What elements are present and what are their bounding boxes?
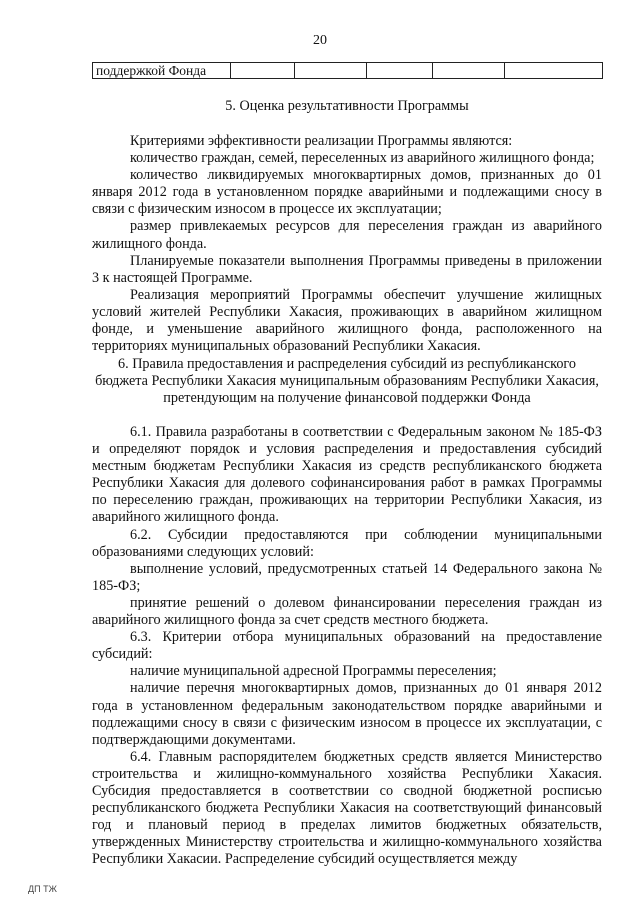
section-5-heading: 5. Оценка результативности Программы <box>225 98 469 114</box>
footer-mark: ДП ТЖ <box>28 884 57 894</box>
table-cell-label: поддержкой Фонда <box>93 63 231 79</box>
section-6-heading <box>92 356 602 407</box>
paragraph: принятие решений о долевом финансировании переселения граждан из аварийного жилищного фонда за счет средств местного бюджета. <box>92 594 602 629</box>
paragraph: наличие муниципальной адресной Программы переселения; <box>130 663 497 680</box>
paragraph: количество ликвидируемых многоквартирных домов, признанных до 01 января 2012 года в установленном порядке аварийными и подлежащими сносу в связи с физическим износом в процессе их эксплуатации; <box>92 167 602 218</box>
heading-line: 6. Правила предоставления и распределения субсидий из республиканского <box>118 356 576 372</box>
section-6-body <box>92 424 602 868</box>
paragraph: наличие перечня многоквартирных домов, признанных до 01 января 2012 года в установленном федеральным законодательством порядке аварийными и подлежащими сносу в связи с физическим износом в процессе их эксплуатации, с подтверждающими документами. <box>92 680 602 748</box>
paragraph: Критериями эффективности реализации Программы являются: <box>130 133 513 149</box>
paragraph: выполнение условий, предусмотренных статьей 14 Федерального закона № 185-ФЗ; <box>92 560 602 594</box>
paragraph: Реализация мероприятий Программы обеспечит улучшение жилищных условий жителей Республики Хакасия, проживающих в аварийном жилищном фонде, и уменьшение аварийного жилищного фонда, расположенного на территориях муниципальных образований Республики Хакасия. <box>92 286 602 355</box>
table-cell <box>505 63 603 79</box>
paragraph: 6.4. Главным распорядителем бюджетных средств является Министерство строительства и жилищно-коммунального хозяйства Республики Хакасия. Субсидия предоставляется в соответствии со сводной бюджетной росписью республиканского бюджета Республики Хакасия на соответствующий финансовый год и плановый период в пределах лимитов бюджетных обязательств, утвержденных Министерству строительства и жилищно-коммунального хозяйства Республики Хакасии. Распределение субсидий осуществляется между <box>92 748 602 868</box>
section-5-body <box>92 133 602 355</box>
page-number: 20 <box>313 33 327 48</box>
continued-table <box>92 62 603 79</box>
paragraph: Планируемые показатели выполнения Программы приведены в приложении 3 к настоящей Программе. <box>92 252 602 286</box>
table-cell <box>367 63 433 79</box>
paragraph: 6.2. Субсидии предоставляются при соблюдении муниципальными образованиями следующих условий: <box>92 526 602 560</box>
table-cell <box>295 63 367 79</box>
heading-line: бюджета Республики Хакасия муниципальным образованиям Республики Хакасия, <box>95 373 599 390</box>
section-5 <box>92 98 602 115</box>
table-cell <box>433 63 505 79</box>
paragraph: размер привлекаемых ресурсов для переселения граждан из аварийного жилищного фонда. <box>92 218 602 252</box>
heading-line: претендующим на получение финансовой поддержки Фонда <box>163 390 531 407</box>
table-cell <box>231 63 295 79</box>
table-row <box>93 63 603 79</box>
paragraph: 6.3. Критерии отбора муниципальных образований на предоставление субсидий: <box>92 629 602 663</box>
paragraph: количество граждан, семей, переселенных из аварийного жилищного фонда; <box>130 150 595 167</box>
paragraph: 6.1. Правила разработаны в соответствии с Федеральным законом № 185-ФЗ и определяют порядок и условия распределения и предоставления субсидий местным бюджетам Республики Хакасия из средств республиканского бюджета Республики Хакасия для долевого софинансирования работ в рамках Программы по переселению граждан, проживающих на территории Республики Хакасия, из аварийного жилищного фонда. <box>92 424 602 526</box>
